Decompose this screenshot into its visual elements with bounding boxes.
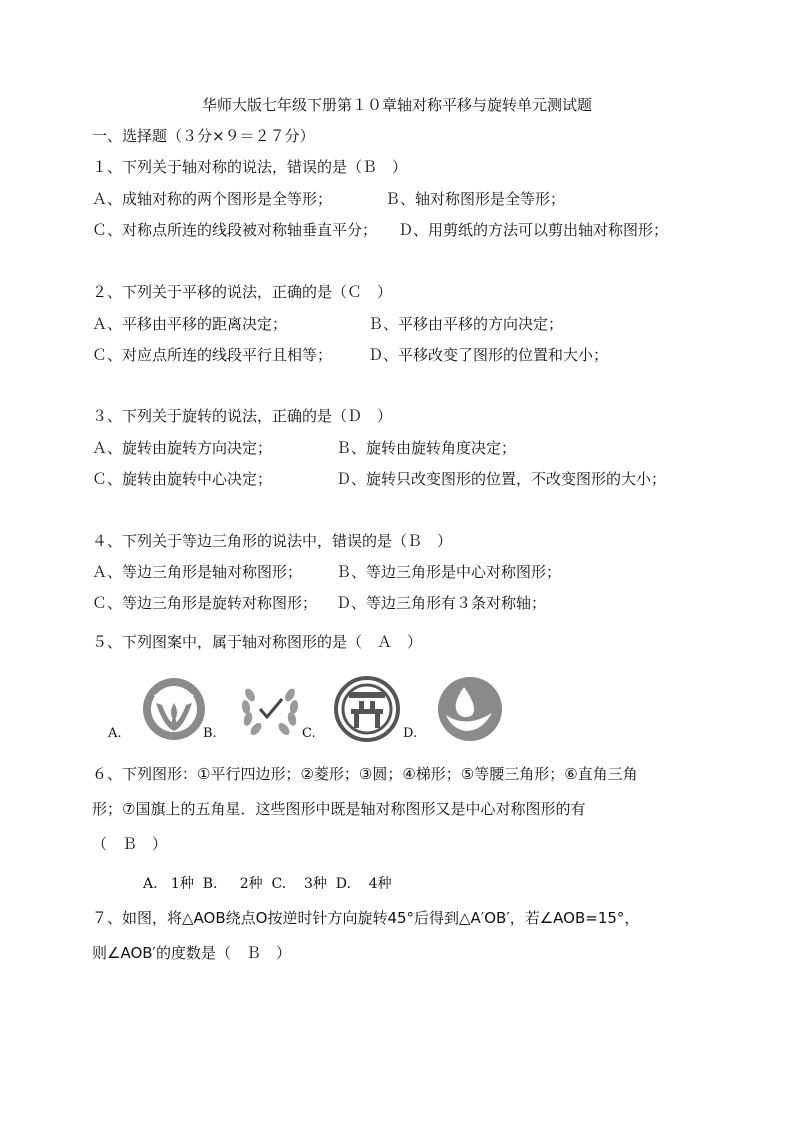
question-3-option-d: Ｄ、旋转只改变图形的位置，不改变图形的大小； — [336, 470, 667, 488]
question-4-option-a: Ａ、等边三角形是轴对称图形； — [92, 563, 303, 581]
question-1-stem: １、下列关于轴对称的说法，错误的是（Ｂ ） — [92, 158, 408, 176]
question-3-stem: ３、下列关于旋转的说法，正确的是（Ｄ ） — [92, 407, 393, 425]
question-3-option-b: Ｂ、旋转由旋转角度决定； — [336, 439, 517, 457]
question-6-choices: A. 1种 B. 2种 C. 3种 D. 4种 — [143, 876, 392, 892]
section-heading: 一、选择题（３分×９＝２７分） — [92, 127, 315, 145]
question-4-option-d: Ｄ、等边三角形有３条对称轴； — [336, 594, 547, 612]
question-4-option-c: Ｃ、等边三角形是旋转对称图形； — [92, 594, 318, 612]
question-3-option-c: Ｃ、旋转由旋转中心决定； — [92, 470, 273, 488]
logo-a-label: A. — [108, 726, 122, 741]
document-title: 华师大版七年级下册第１０章轴对称平移与旋转单元测试题 — [201, 96, 592, 114]
question-6-line-2: 形；⑦国旗上的五角星．这些图形中既是轴对称图形又是中心对称图形的有 — [92, 800, 586, 818]
question-1-option-c: Ｃ、对称点所连的线段被对称轴垂直平分； — [92, 221, 378, 239]
question-2-option-a: Ａ、平移由平移的距离决定； — [92, 315, 288, 333]
question-2-option-d: Ｄ、平移改变了图形的位置和大小； — [368, 346, 609, 364]
logo-d-image — [436, 675, 504, 743]
logo-b-label: B. — [203, 726, 217, 741]
logo-c-image — [333, 675, 401, 743]
question-3-option-a: Ａ、旋转由旋转方向决定； — [92, 439, 273, 457]
logo-d-label: D. — [403, 726, 418, 741]
question-6-line-1: ６、下列图形：①平行四边形；②菱形；③圆；④梯形；⑤等腰三角形；⑥直角三角 — [92, 765, 638, 783]
question-7-line-1: ７、如图，将△AOB绕点O按逆时针方向旋转45°后得到△A′OB′，若∠AOB=15°， — [92, 909, 640, 927]
question-6-answer: （ Ｂ ） — [92, 835, 168, 853]
question-7-line-2: 则∠AOB′的度数是（ Ｂ ） — [92, 944, 291, 962]
question-4-option-b: Ｂ、等边三角形是中心对称图形； — [336, 563, 562, 581]
question-1-option-d: Ｄ、用剪纸的方法可以剪出轴对称图形； — [398, 221, 669, 239]
logo-a-image — [140, 675, 208, 743]
question-5-stem: ５、下列图案中，属于轴对称图形的是（ Ａ ） — [92, 633, 423, 651]
question-2-stem: ２、下列关于平移的说法，正确的是（Ｃ ） — [92, 283, 393, 301]
question-4-stem: ４、下列关于等边三角形的说法中，错误的是（Ｂ ） — [92, 532, 453, 550]
question-2-option-c: Ｃ、对应点所连的线段平行且相等； — [92, 346, 333, 364]
question-1-option-a: Ａ、成轴对称的两个图形是全等形； — [92, 190, 333, 208]
question-2-option-b: Ｂ、平移由平移的方向决定； — [368, 315, 564, 333]
question-1-option-b: Ｂ、轴对称图形是全等形； — [385, 190, 566, 208]
logo-c-label: C. — [302, 726, 316, 741]
logo-b-image — [236, 675, 304, 743]
